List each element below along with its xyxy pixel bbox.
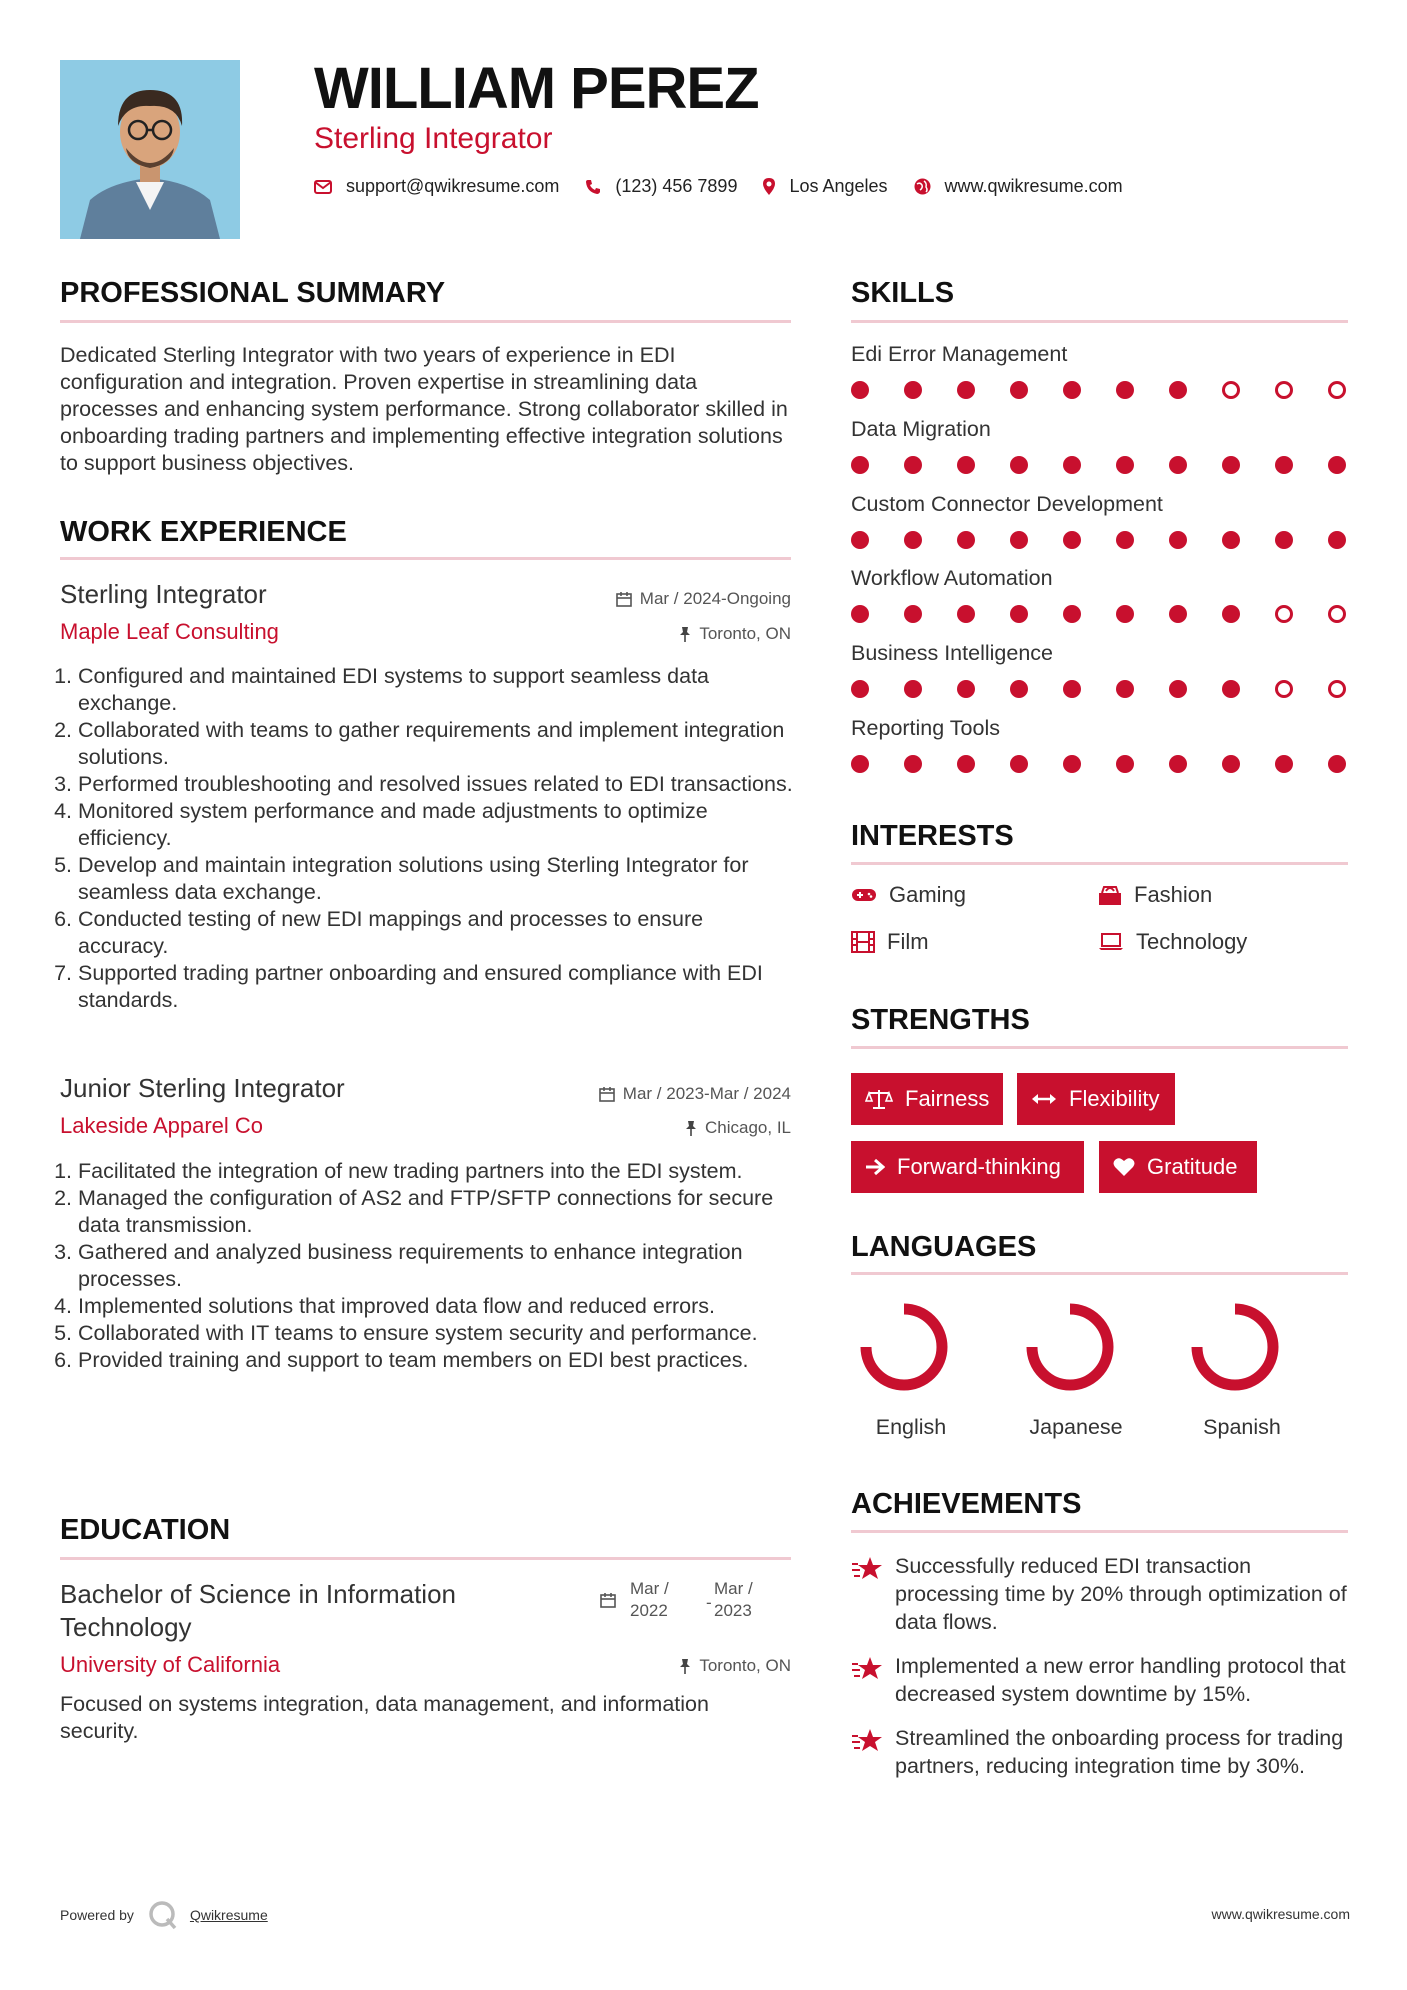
rating-dot-filled xyxy=(1328,755,1346,773)
calendar-icon xyxy=(600,1592,616,1608)
rating-dot-filled xyxy=(1222,456,1240,474)
rating-dot-filled xyxy=(1116,605,1134,623)
pushpin-icon xyxy=(685,1120,697,1136)
candidate-title: Sterling Integrator xyxy=(314,122,553,155)
balance-scale-icon xyxy=(865,1088,893,1110)
rating-dot-empty xyxy=(1222,381,1240,399)
interests-rule xyxy=(851,862,1348,865)
rating-dot-filled xyxy=(1010,680,1028,698)
rating-dot-filled xyxy=(1063,381,1081,399)
skills-rule xyxy=(851,320,1348,323)
rating-dot-filled xyxy=(1222,755,1240,773)
language-spanish: Spanish xyxy=(1203,1415,1281,1439)
job-location: Toronto, ON xyxy=(500,624,791,644)
rating-dot-filled xyxy=(1063,531,1081,549)
contact-bar xyxy=(314,176,1149,197)
rating-dot-filled xyxy=(904,531,922,549)
rating-dot-filled xyxy=(851,605,869,623)
star-icon xyxy=(851,1728,883,1754)
rating-dot-filled xyxy=(904,755,922,773)
achievement-item: Implemented a new error handling protocol that decreased system downtime by 15%. xyxy=(851,1652,1351,1708)
list-item: 6. Provided training and support to team members on EDI best practices. xyxy=(78,1347,798,1374)
job-company: Lakeside Apparel Co xyxy=(60,1113,264,1138)
language-rings xyxy=(851,1290,1348,1410)
achievements-rule xyxy=(851,1530,1348,1533)
rating-dot-empty xyxy=(1275,381,1293,399)
rating-dot-filled xyxy=(904,680,922,698)
strength-forward-thinking: Forward-thinking xyxy=(851,1141,1084,1193)
interests-heading: INTERESTS xyxy=(851,820,1014,852)
interest-film: Film xyxy=(851,929,929,955)
rating-dot-filled xyxy=(1010,755,1028,773)
job-dates: Mar / 2024-Ongoing xyxy=(500,589,791,609)
skill-name: Data Migration xyxy=(851,417,991,441)
star-icon xyxy=(851,1656,883,1682)
list-item: 2. Collaborated with teams to gather requirements and implement integration solutions. xyxy=(78,717,798,771)
rating-dot-empty xyxy=(1328,680,1346,698)
skill-rating xyxy=(851,755,1348,775)
qwikresume-logo-icon xyxy=(148,1900,178,1930)
rating-dot-filled xyxy=(1010,381,1028,399)
strength-flexibility: Flexibility xyxy=(1017,1073,1175,1125)
rating-dot-filled xyxy=(851,381,869,399)
rating-dot-filled xyxy=(904,456,922,474)
list-item: 5. Collaborated with IT teams to ensure system security and performance. xyxy=(78,1320,798,1347)
rating-dot-empty xyxy=(1328,605,1346,623)
rating-dot-filled xyxy=(904,381,922,399)
language-english: English xyxy=(875,1415,947,1439)
contact-website[interactable]: www.qwikresume.com xyxy=(914,176,1123,197)
skill-rating xyxy=(851,605,1348,625)
list-item: 6. Conducted testing of new EDI mappings and processes to ensure accuracy. xyxy=(78,906,798,960)
achievement-item: Streamlined the onboarding process for trading partners, reducing integration time by 30%. xyxy=(851,1724,1351,1780)
rating-dot-filled xyxy=(957,680,975,698)
rating-dot-filled xyxy=(904,605,922,623)
rating-dot-filled xyxy=(1169,755,1187,773)
skill-name: Reporting Tools xyxy=(851,716,1000,740)
calendar-icon xyxy=(616,591,632,607)
contact-email[interactable]: support@qwikresume.com xyxy=(314,176,559,197)
rating-dot-filled xyxy=(1010,605,1028,623)
rating-dot-filled xyxy=(1063,680,1081,698)
list-item: 4. Implemented solutions that improved data flow and reduced errors. xyxy=(78,1293,798,1320)
list-item: 7. Supported trading partner onboarding and ensured compliance with EDI standards. xyxy=(78,960,798,1014)
profile-photo xyxy=(60,60,240,239)
rating-dot-filled xyxy=(1222,680,1240,698)
arrow-right-icon xyxy=(865,1158,885,1176)
calendar-icon xyxy=(599,1086,615,1102)
list-item: 1. Facilitated the integration of new trading partners into the EDI system. xyxy=(78,1158,798,1185)
job-bullets xyxy=(78,663,798,1014)
heart-icon xyxy=(1113,1157,1135,1177)
languages-rule xyxy=(851,1272,1348,1275)
skill-rating xyxy=(851,531,1348,551)
rating-dot-filled xyxy=(957,381,975,399)
rating-dot-filled xyxy=(1063,456,1081,474)
summary-text: Dedicated Sterling Integrator with two years of experience in EDI configuration and integration. Proven expertise in streamlining data processes and enhancing system performance. Strong collaborator skilled in onboarding trading partners and implementing effective integration solutions to support business objectives. xyxy=(60,343,788,475)
skill-rating xyxy=(851,680,1348,700)
rating-dot-empty xyxy=(1275,680,1293,698)
achievements-heading: ACHIEVEMENTS xyxy=(851,1488,1082,1520)
list-item: 4. Monitored system performance and made adjustments to optimize efficiency. xyxy=(78,798,798,852)
job-company: Maple Leaf Consulting xyxy=(60,619,279,644)
qwikresume-link[interactable]: Qwikresume xyxy=(189,1907,268,1923)
rating-dot-filled xyxy=(1010,456,1028,474)
pushpin-icon xyxy=(679,626,691,642)
rating-dot-filled xyxy=(851,680,869,698)
skill-name: Business Intelligence xyxy=(851,641,1053,665)
arrows-horizontal-icon xyxy=(1031,1092,1057,1106)
education-description: Focused on systems integration, data management, and information security. xyxy=(60,1692,709,1743)
experience-heading: WORK EXPERIENCE xyxy=(60,516,347,548)
list-item: 1. Configured and maintained EDI systems to support seamless data exchange. xyxy=(78,663,798,717)
rating-dot-filled xyxy=(1116,531,1134,549)
map-pin-icon xyxy=(763,178,775,195)
contact-location: Los Angeles xyxy=(763,176,887,197)
rating-dot-filled xyxy=(1010,531,1028,549)
rating-dot-filled xyxy=(957,605,975,623)
job-dates: Mar / 2023-Mar / 2024 xyxy=(480,1084,791,1104)
language-japanese: Japanese xyxy=(1029,1415,1123,1439)
language-ring-spanish xyxy=(1197,1309,1273,1385)
gamepad-icon xyxy=(851,887,877,903)
job-location: Chicago, IL xyxy=(500,1118,791,1138)
pushpin-icon xyxy=(679,1658,691,1674)
rating-dot-empty xyxy=(1328,381,1346,399)
list-item: 3. Performed troubleshooting and resolved issues related to EDI transactions. xyxy=(78,771,798,798)
rating-dot-filled xyxy=(1328,456,1346,474)
film-icon xyxy=(851,931,875,953)
strengths-heading: STRENGTHS xyxy=(851,1004,1030,1036)
skill-name: Workflow Automation xyxy=(851,566,1053,590)
star-icon xyxy=(851,1556,883,1582)
rating-dot-filled xyxy=(1063,605,1081,623)
skills-heading: SKILLS xyxy=(851,277,955,309)
contact-phone[interactable]: (123) 456 7899 xyxy=(585,176,737,197)
summary-heading: PROFESSIONAL SUMMARY xyxy=(60,277,446,309)
skill-name: Custom Connector Development xyxy=(851,492,1163,516)
rating-dot-filled xyxy=(1116,381,1134,399)
rating-dot-filled xyxy=(1275,531,1293,549)
rating-dot-filled xyxy=(1222,531,1240,549)
rating-dot-filled xyxy=(1275,456,1293,474)
globe-icon xyxy=(914,178,931,195)
rating-dot-filled xyxy=(1169,456,1187,474)
skill-rating xyxy=(851,381,1348,401)
rating-dot-filled xyxy=(851,456,869,474)
rating-dot-filled xyxy=(851,531,869,549)
education-location: Toronto, ON xyxy=(500,1656,791,1676)
degree-title: Bachelor of Science in Information Technology xyxy=(60,1579,456,1642)
education-school: University of California xyxy=(60,1652,281,1677)
list-item: 2. Managed the configuration of AS2 and FTP/SFTP connections for secure data transmission. xyxy=(78,1185,798,1239)
rating-dot-filled xyxy=(957,755,975,773)
rating-dot-filled xyxy=(1275,755,1293,773)
shopping-bag-icon xyxy=(1098,884,1122,906)
rating-dot-filled xyxy=(1328,531,1346,549)
rating-dot-empty xyxy=(1275,605,1293,623)
interest-fashion: Fashion xyxy=(1098,882,1212,908)
footer-website[interactable]: www.qwikresume.com xyxy=(1211,1906,1350,1922)
strength-gratitude: Gratitude xyxy=(1099,1141,1257,1193)
skill-rating xyxy=(851,456,1348,476)
rating-dot-filled xyxy=(1169,381,1187,399)
languages-heading: LANGUAGES xyxy=(851,1231,1037,1263)
job-title: Sterling Integrator xyxy=(60,579,267,609)
rating-dot-filled xyxy=(1169,531,1187,549)
achievement-item: Successfully reduced EDI transaction processing time by 20% through optimization of data flows. xyxy=(851,1552,1351,1636)
language-ring-english xyxy=(866,1309,942,1385)
list-item: 3. Gathered and analyzed business requirements to enhance integration processes. xyxy=(78,1239,798,1293)
interest-technology: Technology xyxy=(1098,929,1247,955)
rating-dot-filled xyxy=(1116,680,1134,698)
language-ring-japanese xyxy=(1032,1309,1108,1385)
job-bullets xyxy=(78,1158,798,1374)
job-title: Junior Sterling Integrator xyxy=(60,1073,345,1103)
rating-dot-filled xyxy=(1222,605,1240,623)
education-heading: EDUCATION xyxy=(60,1514,231,1546)
laptop-icon xyxy=(1098,933,1124,951)
rating-dot-filled xyxy=(1116,755,1134,773)
strength-fairness: Fairness xyxy=(851,1073,1003,1125)
rating-dot-filled xyxy=(1169,605,1187,623)
resume-page: WILLIAM PEREZ Sterling Integrator support@qwikresume.com (123) 456 7899 Los Angeles www.qwikresume.com PROFESSIONAL SUMMARY Dedicated Sterling Integrator with two years of experience in EDI configuration and integration. Proven expertise in streamlining data processes and enhancing system performance. Strong collaborator skilled in onboarding trading partners and implementing effective integration solutions to support business objectives. WORK EXPERIENCE Sterling Integrator Mar / 2024-Ongoing Maple Leaf Consulting Toronto, ON 1. Configured and maintained EDI systems to support seamless data exchange. 2. Collaborated with teams to gather requirements and implement integration solutions. 3. Performed troubleshooting and resolved issues related to EDI transactions. 4. Monitored system performance and made adjustments to optimize efficiency. 5. Develop and maintain integration solutions using Sterling Integrator for seamless data exchange. 6. Conducted testing of new EDI mappings and processes to ensure accuracy. 7. Supported trading partner onboarding and ensured compliance with EDI standards. Junior Sterling Integrator Mar / 2023-Mar / 2024 Lakeside Apparel Co Chicago, IL 1. Facilitated the integration of new trading partners into the EDI system. 2. Managed the configuration of AS2 and FTP/SFTP connections for secure data transmission. 3. Gathered and analyzed business requirements to enhance integration processes. 4. Implemented solutions that improved data flow and reduced errors. 5. Collaborated with IT teams to ensure system security and performance. 6. Provided training and support to team members on EDI best practices. EDUCATION Bachelor of Science in Information Technology Mar / 2022 - Mar / 2023 University of California Toronto, ON Focused on systems integration, data management, and information security. SKILLS Edi Error Management Data Migration Custom Connector Development Workflow Automation Business Intelligence Reporting Tools INTERESTS Gaming Fashion Film Technology STRENGTHS Fairness Flexibility Forward-thinking Gratitude LANGUAGES English Japanese Spanish ACHIEVEMENTS Successfully reduced EDI transaction processing time by 20% through optimization of data flows. Implemented a new error handling protocol that decreased system downtime by 15%. Streamlined the onboarding process for trading partners, reducing integration time by 30%. Powered by Qwikresume www.qwikresume.com xyxy=(0,0,1407,1990)
rating-dot-filled xyxy=(851,755,869,773)
rating-dot-filled xyxy=(957,456,975,474)
list-item: 5. Develop and maintain integration solutions using Sterling Integrator for seamless data exchange. xyxy=(78,852,798,906)
interest-gaming: Gaming xyxy=(851,882,966,908)
phone-icon xyxy=(585,179,601,195)
candidate-name: WILLIAM PEREZ xyxy=(314,56,759,121)
strengths-rule xyxy=(851,1046,1348,1049)
rating-dot-filled xyxy=(1063,755,1081,773)
skill-name: Edi Error Management xyxy=(851,342,1068,366)
summary-rule xyxy=(60,320,791,323)
education-rule xyxy=(60,1557,791,1560)
rating-dot-filled xyxy=(957,531,975,549)
experience-rule xyxy=(60,557,791,560)
footer-powered-by: Powered by Qwikresume xyxy=(60,1900,268,1930)
rating-dot-filled xyxy=(1116,456,1134,474)
rating-dot-filled xyxy=(1169,680,1187,698)
envelope-icon xyxy=(314,180,332,194)
